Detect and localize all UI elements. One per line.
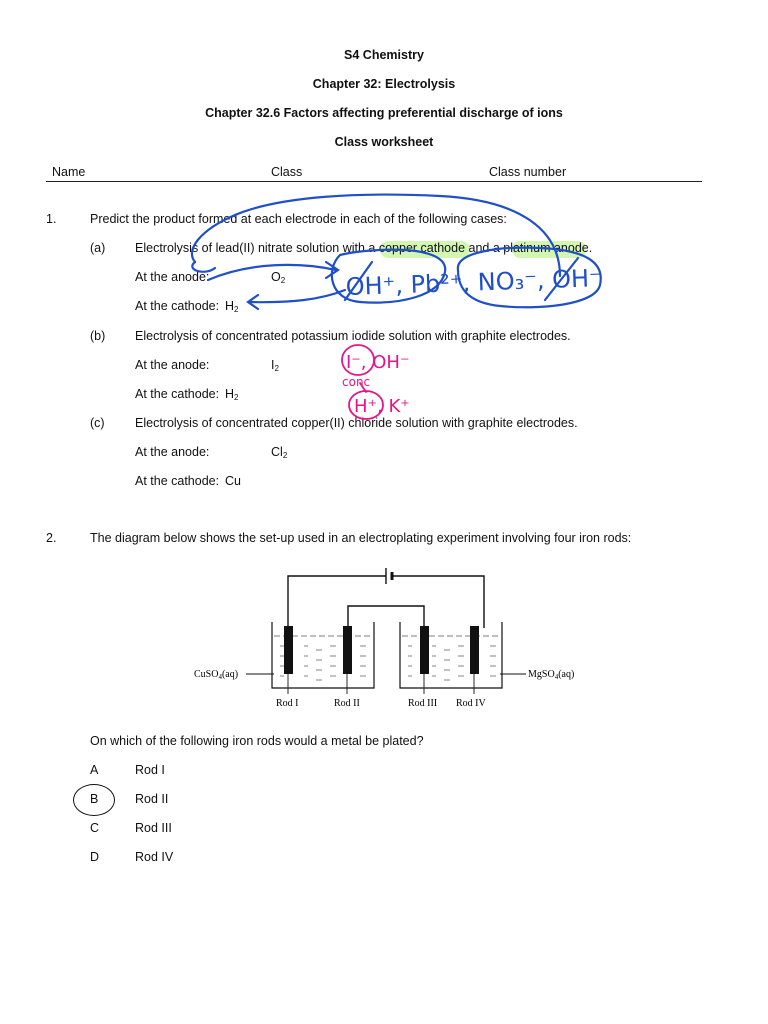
option-b-text: Rod II	[135, 792, 169, 806]
rod-2-label: Rod II	[334, 698, 360, 709]
option-b-letter: B	[90, 792, 99, 806]
q2-number: 2.	[46, 531, 57, 545]
q1c-label: (c)	[90, 416, 105, 430]
wire-right-outer	[393, 576, 484, 600]
section-title: Chapter 32.6 Factors affecting preferential discharge of ions	[205, 106, 563, 120]
wire-inner	[348, 606, 424, 628]
doc-type: Class worksheet	[334, 135, 434, 149]
blue-ions-text: OH⁺, Pb²⁺, NO₃⁻, OH⁻	[345, 264, 603, 301]
q1b-cathode-answer: $H_2$	[225, 387, 239, 402]
pink-bottom-text: H⁺, K⁺	[354, 396, 410, 417]
q1a-anode-answer: $O_2$	[271, 270, 286, 285]
q1a-label: (a)	[90, 241, 106, 255]
rod-3	[420, 626, 429, 674]
q1b-cathode-label: At the cathode:	[135, 387, 220, 401]
q1a-cathode-answer: $H_2$	[225, 299, 239, 314]
option-d-text: Rod IV	[135, 850, 174, 864]
q1-number: 1.	[46, 212, 57, 226]
q1c-cathode-answer: Cu	[225, 474, 241, 488]
rod-4	[470, 626, 479, 674]
mgso4-label: MgSO$_4$(aq)	[528, 669, 575, 681]
chapter-title: Chapter 32: Electrolysis	[312, 77, 456, 91]
q1c-anode-answer: $Cl_2$	[271, 445, 288, 460]
pink-mid-text: conc	[342, 375, 371, 389]
q1b-anode-answer: $I_2$	[271, 358, 279, 373]
q2-prompt: The diagram below shows the set-up used in an electroplating experiment involving four iron rods:	[90, 531, 632, 545]
class-number-label: Class number	[489, 165, 567, 179]
rod-leaders	[246, 674, 526, 694]
option-a-letter: A	[90, 763, 99, 777]
q1c-cathode-label: At the cathode:	[135, 474, 220, 488]
rod-1	[284, 626, 293, 674]
electroplating-diagram	[180, 560, 600, 720]
cuso4-label: CuSO$_4$(aq)	[194, 669, 239, 681]
option-d-letter: D	[90, 850, 100, 864]
name-label: Name	[52, 165, 86, 179]
q1c-text: Electrolysis of concentrated copper(II) chloride solution with graphite electrodes.	[135, 416, 578, 430]
beaker-right	[400, 622, 502, 688]
liquid-marks	[280, 646, 496, 680]
rod-4-label: Rod IV	[456, 698, 486, 709]
q1a-text: Electrolysis of lead(II) nitrate solution with a copper cathode and a platinum anode.	[135, 241, 593, 255]
option-c-letter: C	[90, 821, 100, 835]
q1b-anode-label: At the anode:	[135, 358, 210, 372]
q1c-anode-label: At the anode:	[135, 445, 210, 459]
pink-ink-strokes	[342, 345, 383, 419]
class-label: Class	[271, 165, 303, 179]
wire-left-outer	[288, 576, 386, 600]
option-c-text: Rod III	[135, 821, 172, 835]
q1b-text: Electrolysis of concentrated potassium iodide solution with graphite electrodes.	[135, 329, 571, 343]
q2-question: On which of the following iron rods would a metal be plated?	[90, 734, 424, 748]
rod-1-label: Rod I	[276, 698, 299, 709]
pink-top-text: I⁻, OH⁻	[346, 352, 410, 373]
course-title: S4 Chemistry	[344, 48, 424, 62]
q1-prompt: Predict the product formed at each electrode in each of the following cases:	[90, 212, 507, 226]
header-rule	[46, 181, 702, 182]
q1a-anode-label: At the anode:	[135, 270, 210, 284]
rod-3-label: Rod III	[408, 698, 438, 709]
q1b-label: (b)	[90, 329, 106, 343]
q1a-cathode-label: At the cathode:	[135, 299, 220, 313]
option-a-text: Rod I	[135, 763, 165, 777]
rod-2	[343, 626, 352, 674]
